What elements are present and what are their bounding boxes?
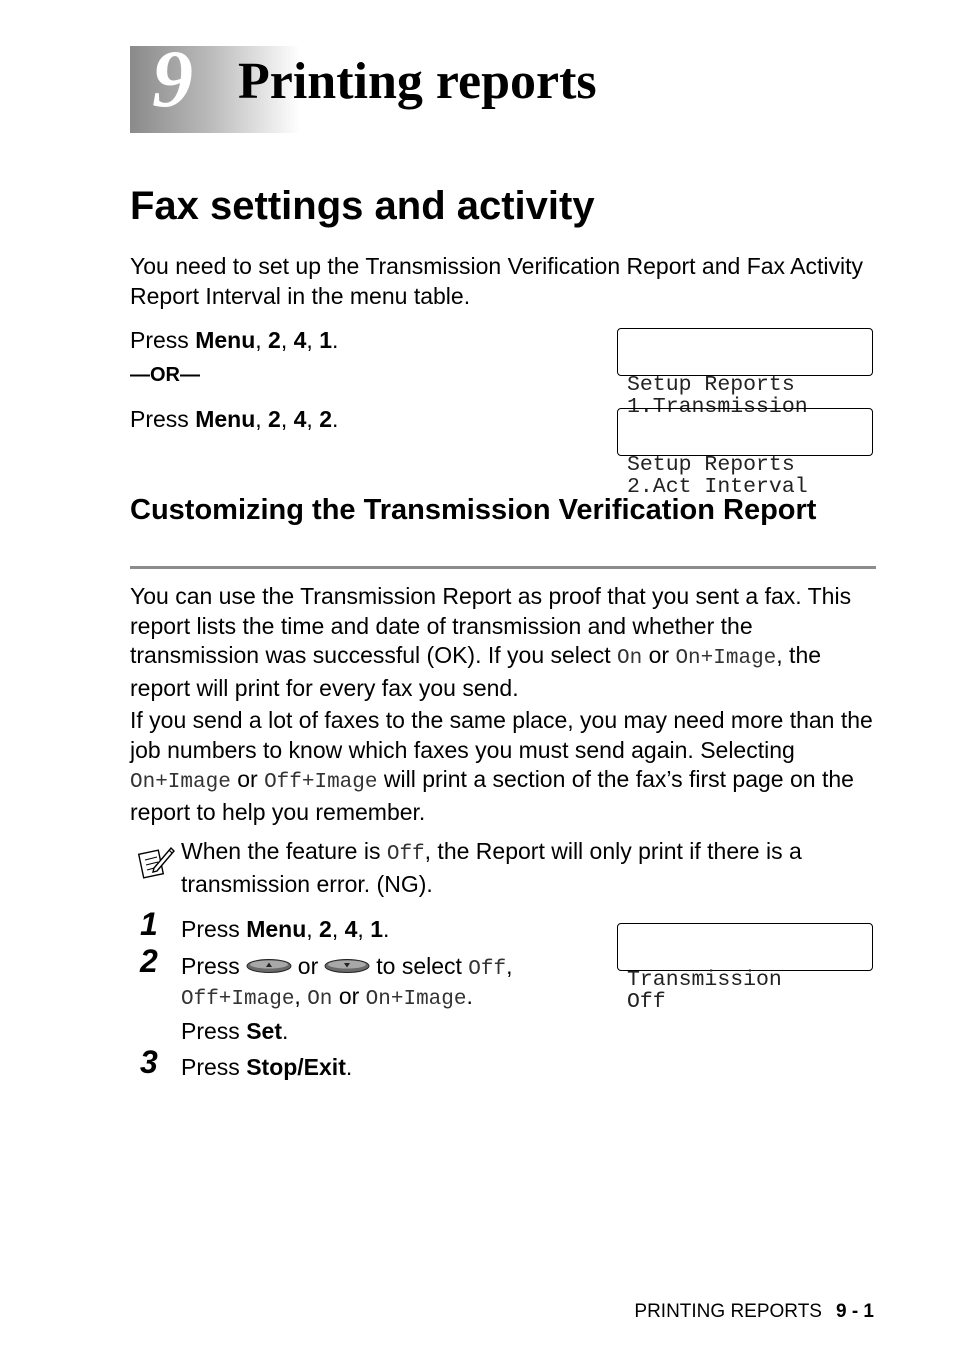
note-pencil-icon [138,842,176,880]
step-number-2: 2 [140,943,158,979]
lcd-display-transmission-off: Transmission Off [617,923,873,971]
page-footer: PRINTING REPORTS 9 - 1 [634,1301,874,1322]
press-menu-242: Press Menu, 2, 4, 2. [130,406,339,432]
subsection-divider [130,566,876,569]
subsection-title: Customizing the Transmission Verification Report [130,494,817,526]
or-separator: —OR— [130,364,200,386]
on-image-paragraph: If you send a lot of faxes to the same place, you may need more than the job numbers to know which faxes you must send again. Selecting On+Image or Off+Image will print a section of the fax’s first page on the report to help you remember. [130,707,873,825]
note-text: When the feature is Off, the Report will only print if there is a transmission error. (NG). [181,838,802,897]
step-number-1: 1 [140,906,158,942]
chapter-title: Printing reports [238,53,597,110]
transmission-report-paragraph: You can use the Transmission Report as proof that you sent a fax. This report lists the time and date of transmission and whether the transmission was successful (OK). If you select On or On+Image, the report will print for every fax you send. [130,583,852,701]
step-2-options-line: Off+Image, On or On+Image. [181,983,473,1011]
chapter-number: 9 [152,33,193,124]
step-2-text: Press or to select Off, [181,953,513,981]
section-title: Fax settings and activity [130,184,595,228]
step-number-3: 3 [140,1044,158,1080]
up-arrow-button-icon [246,958,292,974]
lcd-display-act-interval: Setup Reports 2.Act Interval [617,408,873,456]
down-arrow-button-icon [324,958,370,974]
press-menu-241: Press Menu, 2, 4, 1. [130,327,339,353]
lcd-display-transmission: Setup Reports 1.Transmission [617,328,873,376]
step-3-text: Press Stop/Exit. [181,1054,353,1080]
step-1-text: Press Menu, 2, 4, 1. [181,916,390,942]
step-2-press-set: Press Set. [181,1018,289,1044]
section-intro: You need to set up the Transmission Verification Report and Fax Activity Report Interval in the menu table. [130,253,864,309]
